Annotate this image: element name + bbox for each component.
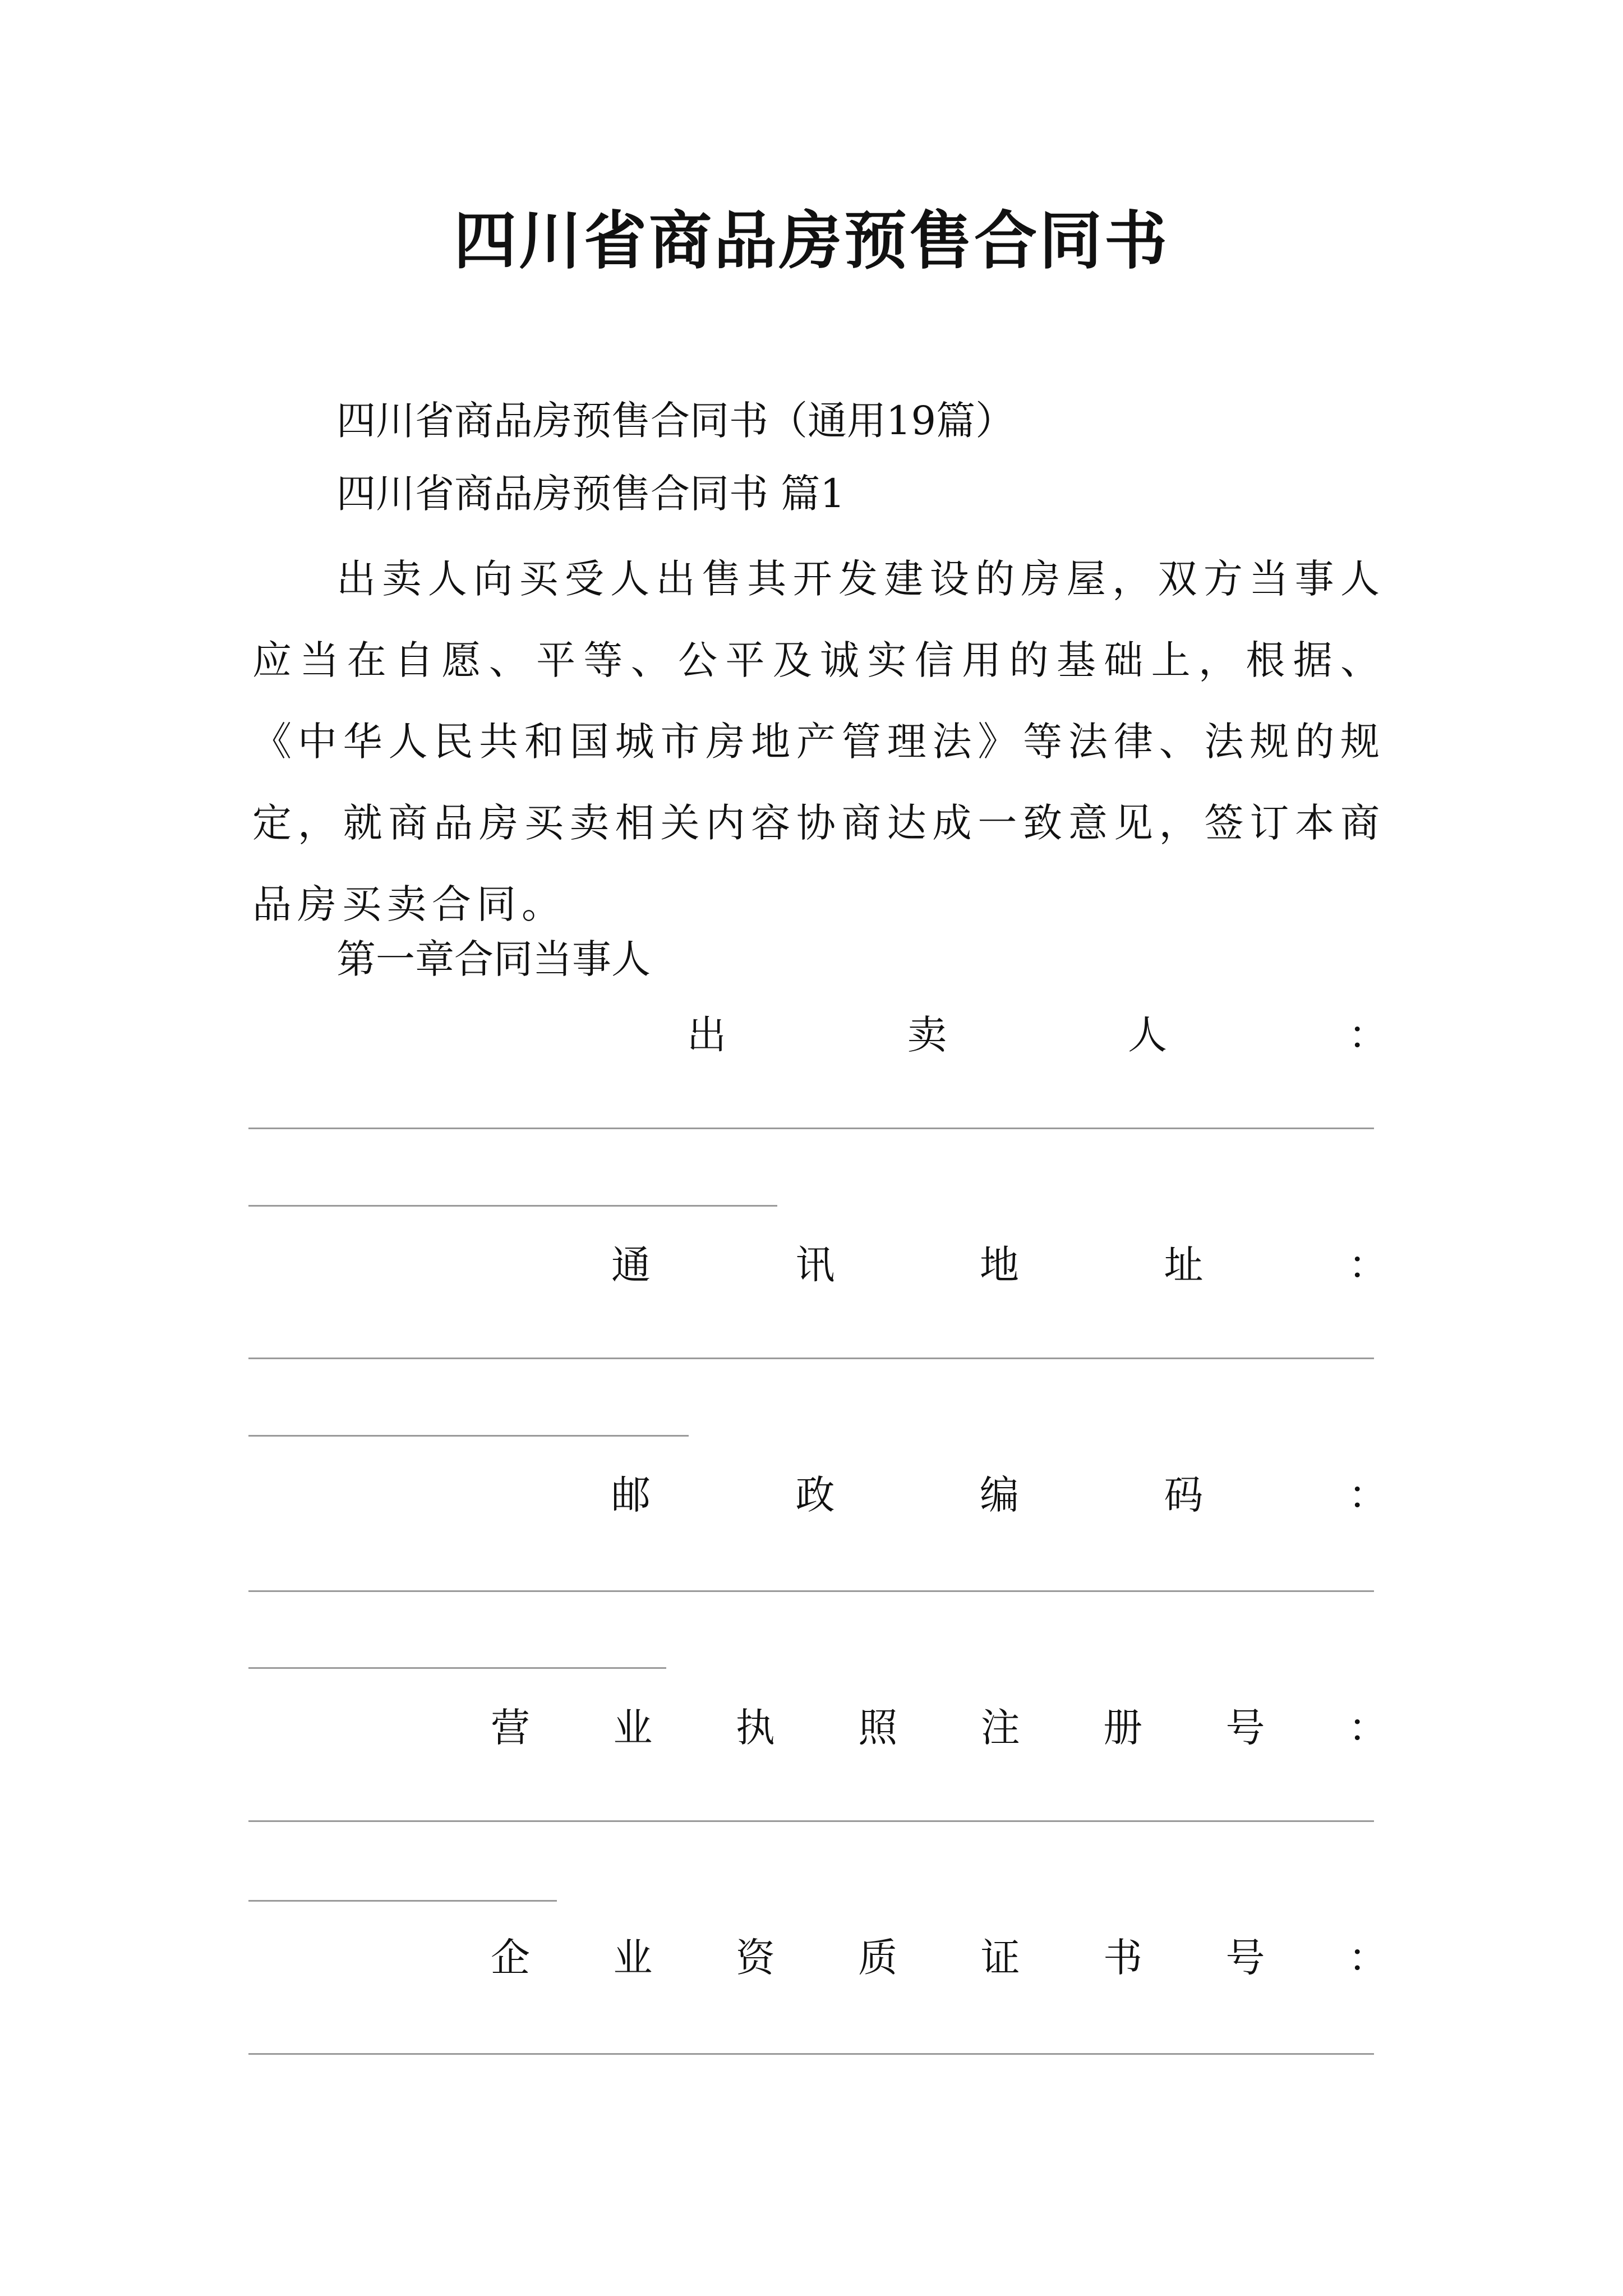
field-char: 卖 [907,1012,947,1058]
field-qualification-cert-label [491,1930,1387,1986]
field-char: 注 [980,1705,1020,1751]
field-char: 营 [491,1705,530,1751]
field-char: 执 [735,1705,775,1751]
field-address-label [611,1237,1387,1293]
field-char: ： [1348,1935,1387,1981]
field-char: 业 [613,1935,653,1981]
fill-in-line [248,1900,557,1902]
fill-in-line [248,1128,1374,1129]
field-char: 编 [980,1472,1019,1518]
chapter-heading: 第一章合同当事人 [336,936,651,982]
intro-paragraph: 出卖人向买受人出售其开发建设的房屋，双方当事人应当在自愿、平等、公平及诚实信用的基础上，根据、《中华人民共和国城市房地产管理法》等法律、法规的规定，就商品房买卖相关内容协商达成一致意见，签订本商品房买卖合同。 [252,556,1385,927]
fill-in-line [248,2053,1374,2055]
fill-in-line [248,1205,777,1207]
fill-in-line [248,1435,689,1437]
field-char: 质 [858,1935,898,1981]
field-char: 书 [1103,1935,1143,1981]
fill-in-line [248,1358,1374,1359]
field-char: ： [1348,1242,1387,1288]
field-char: 号 [1225,1935,1265,1981]
field-char: 业 [613,1705,653,1751]
field-char: 政 [795,1472,835,1518]
field-char: 册 [1103,1705,1143,1751]
field-char: ： [1348,1705,1387,1751]
field-seller-label [687,1007,1387,1063]
fill-in-line [248,1590,1374,1592]
field-char: 码 [1164,1472,1204,1518]
field-char: 照 [858,1705,898,1751]
document-subtitle: 四川省商品房预售合同书（通用19篇） [336,398,1015,444]
field-business-license-label [491,1700,1387,1756]
field-char: 企 [491,1935,530,1981]
field-char: 资 [735,1935,775,1981]
field-char: 通 [611,1242,651,1288]
field-postcode-label [611,1467,1387,1523]
field-char: 址 [1164,1242,1204,1288]
document-title: 四川省商品房预售合同书 [454,204,1169,278]
fill-in-line [248,1820,1374,1822]
field-char: 证 [980,1935,1020,1981]
field-char: 号 [1225,1705,1265,1751]
field-char: ： [1348,1472,1387,1518]
field-char: 出 [687,1012,726,1058]
field-char: 邮 [611,1472,651,1518]
field-char: 人 [1128,1012,1167,1058]
field-char: ： [1348,1012,1387,1058]
field-char: 地 [980,1242,1019,1288]
fill-in-line [248,1667,666,1669]
section-heading: 四川省商品房预售合同书 篇1 [336,471,845,517]
field-char: 讯 [795,1242,835,1288]
